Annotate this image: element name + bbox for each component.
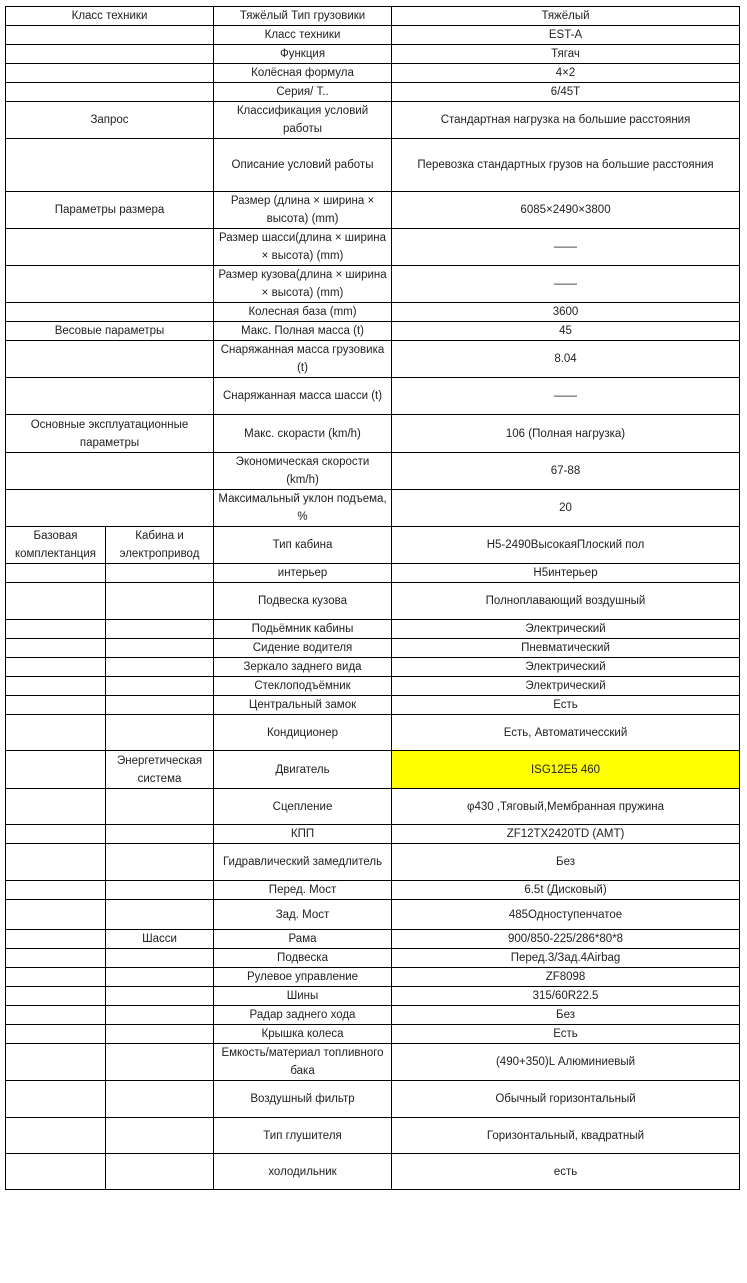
table-row xyxy=(6,1154,740,1190)
subgroup-cell xyxy=(106,1081,214,1118)
param-cell: КПП xyxy=(214,825,392,844)
group-cell xyxy=(6,881,106,900)
table-row xyxy=(6,987,740,1006)
group-cell xyxy=(6,825,106,844)
group-cell xyxy=(6,64,214,83)
param-cell: Крышка колеса xyxy=(214,1025,392,1044)
value-cell: Есть, Автоматичесский xyxy=(392,715,740,751)
value-cell: 106 (Полная нагрузка) xyxy=(392,415,740,453)
group-cell xyxy=(6,303,214,322)
group-cell xyxy=(6,583,106,620)
subgroup-cell xyxy=(106,987,214,1006)
group-cell: Класс техники xyxy=(6,7,214,26)
value-cell: EST-A xyxy=(392,26,740,45)
value-cell: Стандартная нагрузка на большие расстояния xyxy=(392,102,740,139)
param-cell: Подвеска xyxy=(214,949,392,968)
spec-table-body xyxy=(6,7,740,1190)
value-cell: 20 xyxy=(392,490,740,527)
value-cell: Обычный горизонтальный xyxy=(392,1081,740,1118)
value-cell: 6/45T xyxy=(392,83,740,102)
table-row xyxy=(6,1044,740,1081)
group-cell: Запрос xyxy=(6,102,214,139)
value-cell: (490+350)L Алюминиевый xyxy=(392,1044,740,1081)
param-cell: Снаряжанная масса грузовика (t) xyxy=(214,341,392,378)
param-cell: Подьёмник кабины xyxy=(214,620,392,639)
subgroup-cell xyxy=(106,789,214,825)
param-cell: Кондиционер xyxy=(214,715,392,751)
param-cell: Гидравлический замедлитель xyxy=(214,844,392,881)
subgroup-cell xyxy=(106,715,214,751)
group-cell xyxy=(6,139,214,192)
value-cell: Тяжёлый xyxy=(392,7,740,26)
table-row xyxy=(6,1118,740,1154)
param-cell: Радар заднего хода xyxy=(214,1006,392,1025)
group-cell xyxy=(6,453,214,490)
param-cell: Размер кузова(длина × ширина × высота) (mm) xyxy=(214,266,392,303)
param-cell: Рама xyxy=(214,930,392,949)
table-row xyxy=(6,881,740,900)
group-cell xyxy=(6,900,106,930)
table-row xyxy=(6,1006,740,1025)
table-row xyxy=(6,102,740,139)
value-cell: 3600 xyxy=(392,303,740,322)
table-row xyxy=(6,229,740,266)
group-cell xyxy=(6,930,106,949)
value-cell: ZF12TX2420TD (AMT) xyxy=(392,825,740,844)
group-cell xyxy=(6,751,106,789)
value-cell: Электрический xyxy=(392,620,740,639)
value-cell: Электрический xyxy=(392,658,740,677)
group-cell: Базовая комплектанция xyxy=(6,527,106,564)
table-row xyxy=(6,341,740,378)
param-cell: Колесная база (mm) xyxy=(214,303,392,322)
table-row xyxy=(6,83,740,102)
subgroup-cell xyxy=(106,658,214,677)
table-row xyxy=(6,378,740,415)
param-cell: Функция xyxy=(214,45,392,64)
group-cell xyxy=(6,1118,106,1154)
subgroup-cell xyxy=(106,825,214,844)
param-cell: Шины xyxy=(214,987,392,1006)
table-row xyxy=(6,949,740,968)
subgroup-cell xyxy=(106,564,214,583)
table-row xyxy=(6,490,740,527)
table-row xyxy=(6,139,740,192)
table-row xyxy=(6,64,740,83)
value-cell: 315/60R22.5 xyxy=(392,987,740,1006)
group-cell xyxy=(6,968,106,987)
table-row xyxy=(6,658,740,677)
param-cell: холодильник xyxy=(214,1154,392,1190)
group-cell xyxy=(6,1006,106,1025)
group-cell: Основные эксплуатационные параметры xyxy=(6,415,214,453)
group-cell xyxy=(6,696,106,715)
param-cell: Воздушный фильтр xyxy=(214,1081,392,1118)
param-cell: Размер (длина × ширина × высота) (mm) xyxy=(214,192,392,229)
subgroup-cell xyxy=(106,881,214,900)
table-row xyxy=(6,415,740,453)
param-cell: Центральный замок xyxy=(214,696,392,715)
subgroup-cell xyxy=(106,677,214,696)
param-cell: Максимальный уклон подъема, % xyxy=(214,490,392,527)
value-cell: Есть xyxy=(392,696,740,715)
param-cell: Размер шасси(длина × ширина × высота) (mm) xyxy=(214,229,392,266)
table-row xyxy=(6,677,740,696)
subgroup-cell xyxy=(106,1006,214,1025)
value-cell: Перед.3/Зад.4Airbag xyxy=(392,949,740,968)
table-row xyxy=(6,968,740,987)
table-row xyxy=(6,1025,740,1044)
group-cell xyxy=(6,949,106,968)
subgroup-cell xyxy=(106,1044,214,1081)
group-cell xyxy=(6,789,106,825)
param-cell: Класс техники xyxy=(214,26,392,45)
value-cell: Полноплавающий воздушный xyxy=(392,583,740,620)
group-cell xyxy=(6,658,106,677)
param-cell: Снаряжанная масса шасси (t) xyxy=(214,378,392,415)
value-cell: Перевозка стандартных грузов на большие расстояния xyxy=(392,139,740,192)
param-cell: Двигатель xyxy=(214,751,392,789)
value-cell: Без xyxy=(392,1006,740,1025)
table-row xyxy=(6,192,740,229)
param-cell: интерьер xyxy=(214,564,392,583)
subgroup-cell xyxy=(106,583,214,620)
group-cell xyxy=(6,677,106,696)
group-cell: Весовые параметры xyxy=(6,322,214,341)
table-row xyxy=(6,639,740,658)
value-cell: Без xyxy=(392,844,740,881)
group-cell: Параметры размера xyxy=(6,192,214,229)
param-cell: Тип кабина xyxy=(214,527,392,564)
param-cell: Сидение водителя xyxy=(214,639,392,658)
value-cell: 6.5t (Дисковый) xyxy=(392,881,740,900)
value-cell: —— xyxy=(392,378,740,415)
subgroup-cell xyxy=(106,639,214,658)
param-cell: Колёсная формула xyxy=(214,64,392,83)
value-cell: ZF8098 xyxy=(392,968,740,987)
param-cell: Подвеска кузова xyxy=(214,583,392,620)
subgroup-cell: Шасси xyxy=(106,930,214,949)
table-row xyxy=(6,527,740,564)
subgroup-cell xyxy=(106,968,214,987)
table-row xyxy=(6,789,740,825)
table-row xyxy=(6,583,740,620)
table-row xyxy=(6,26,740,45)
group-cell xyxy=(6,1081,106,1118)
table-row xyxy=(6,303,740,322)
value-cell: Горизонтальный, квадратный xyxy=(392,1118,740,1154)
value-cell: φ430 ,Тяговый,Мембранная пружина xyxy=(392,789,740,825)
table-row xyxy=(6,715,740,751)
param-cell: Тип глушителя xyxy=(214,1118,392,1154)
group-cell xyxy=(6,490,214,527)
table-row xyxy=(6,825,740,844)
value-cell: Электрический xyxy=(392,677,740,696)
param-cell: Рулевое управление xyxy=(214,968,392,987)
subgroup-cell xyxy=(106,620,214,639)
value-cell: —— xyxy=(392,229,740,266)
group-cell xyxy=(6,229,214,266)
param-cell: Тяжёлый Тип грузовики xyxy=(214,7,392,26)
table-row xyxy=(6,266,740,303)
subgroup-cell xyxy=(106,1154,214,1190)
param-cell: Стеклоподъёмник xyxy=(214,677,392,696)
value-cell: —— xyxy=(392,266,740,303)
param-cell: Перед. Мост xyxy=(214,881,392,900)
param-cell: Емкость/материал топливного бака xyxy=(214,1044,392,1081)
group-cell xyxy=(6,1044,106,1081)
subgroup-cell xyxy=(106,1118,214,1154)
group-cell xyxy=(6,1025,106,1044)
param-cell: Макс. скорасти (km/h) xyxy=(214,415,392,453)
table-row xyxy=(6,844,740,881)
param-cell: Зеркало заднего вида xyxy=(214,658,392,677)
group-cell xyxy=(6,266,214,303)
table-row xyxy=(6,930,740,949)
table-row xyxy=(6,7,740,26)
subgroup-cell: Энергетическая система xyxy=(106,751,214,789)
group-cell xyxy=(6,639,106,658)
value-cell: 4×2 xyxy=(392,64,740,83)
group-cell xyxy=(6,987,106,1006)
group-cell xyxy=(6,564,106,583)
group-cell xyxy=(6,1154,106,1190)
group-cell xyxy=(6,45,214,64)
param-cell: Макс. Полная масса (t) xyxy=(214,322,392,341)
value-cell: 485Одноступенчатое xyxy=(392,900,740,930)
table-row xyxy=(6,564,740,583)
param-cell: Зад. Мост xyxy=(214,900,392,930)
value-cell: 6085×2490×3800 xyxy=(392,192,740,229)
table-row xyxy=(6,45,740,64)
table-row xyxy=(6,696,740,715)
value-cell-highlighted: ISG12E5 460 xyxy=(392,751,740,789)
value-cell: H5-2490ВысокаяПлоский пол xyxy=(392,527,740,564)
subgroup-cell xyxy=(106,949,214,968)
value-cell: 45 xyxy=(392,322,740,341)
value-cell: Пневматический xyxy=(392,639,740,658)
param-cell: Сцепление xyxy=(214,789,392,825)
value-cell: Тягач xyxy=(392,45,740,64)
param-cell: Экономическая скорости (km/h) xyxy=(214,453,392,490)
table-row xyxy=(6,322,740,341)
value-cell: есть xyxy=(392,1154,740,1190)
table-row xyxy=(6,620,740,639)
value-cell: 8.04 xyxy=(392,341,740,378)
value-cell: 900/850-225/286*80*8 xyxy=(392,930,740,949)
spec-table xyxy=(5,6,740,1190)
table-row xyxy=(6,1081,740,1118)
group-cell xyxy=(6,620,106,639)
subgroup-cell: Кабина и электропривод xyxy=(106,527,214,564)
group-cell xyxy=(6,26,214,45)
param-cell: Серия/ Т.. xyxy=(214,83,392,102)
subgroup-cell xyxy=(106,696,214,715)
group-cell xyxy=(6,378,214,415)
subgroup-cell xyxy=(106,844,214,881)
group-cell xyxy=(6,83,214,102)
value-cell: 67-88 xyxy=(392,453,740,490)
table-row xyxy=(6,900,740,930)
value-cell: H5интерьер xyxy=(392,564,740,583)
group-cell xyxy=(6,844,106,881)
param-cell: Классификация условий работы xyxy=(214,102,392,139)
group-cell xyxy=(6,715,106,751)
param-cell: Описание условий работы xyxy=(214,139,392,192)
group-cell xyxy=(6,341,214,378)
table-row xyxy=(6,453,740,490)
value-cell: Есть xyxy=(392,1025,740,1044)
subgroup-cell xyxy=(106,900,214,930)
table-row xyxy=(6,751,740,789)
subgroup-cell xyxy=(106,1025,214,1044)
